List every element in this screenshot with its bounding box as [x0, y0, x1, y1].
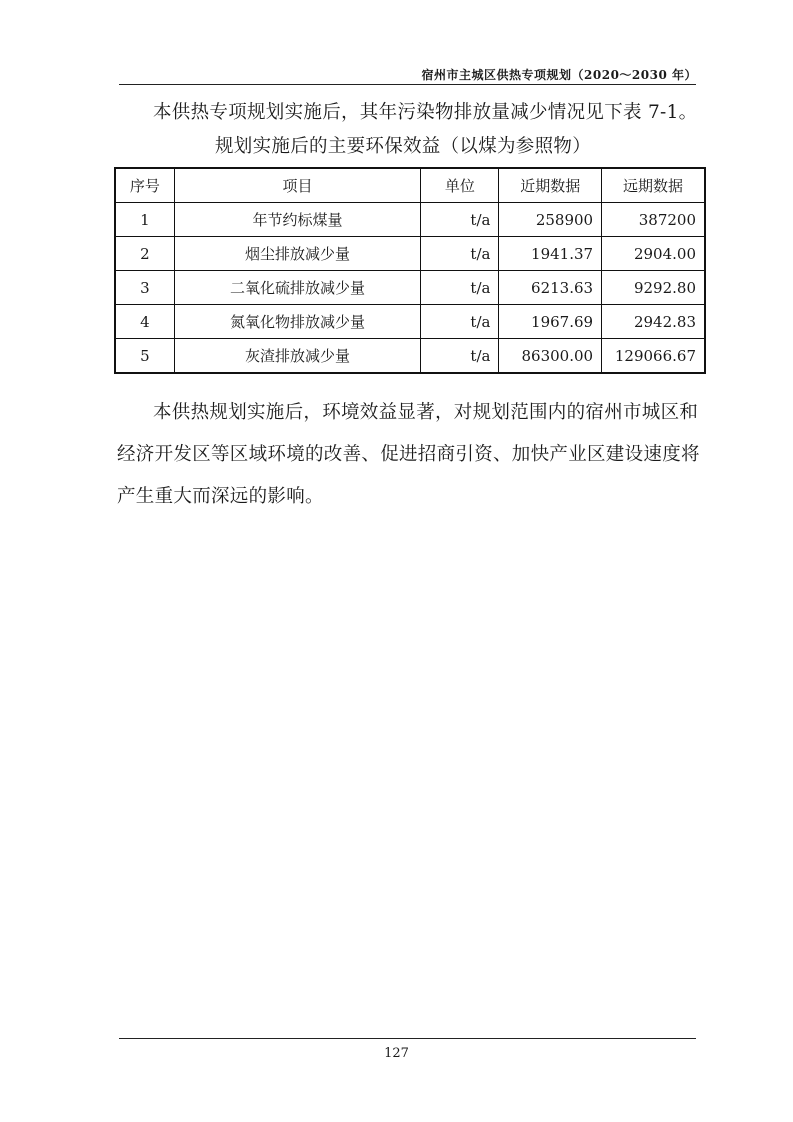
- intro-paragraph: 本供热专项规划实施后，其年污染物排放量减少情况见下表 7-1。: [153, 102, 698, 123]
- row-item: 氮氧化物排放减少量: [174, 305, 421, 339]
- column-header-unit: 单位: [421, 168, 499, 203]
- row-item: 烟尘排放减少量: [174, 237, 421, 271]
- row-number: 4: [115, 305, 174, 339]
- row-near-term-value: 1941.37: [499, 237, 602, 271]
- column-header-no: 序号: [115, 168, 174, 203]
- footer-rule: [119, 1038, 696, 1039]
- table-row: [115, 271, 705, 305]
- table-caption: 规划实施后的主要环保效益（以煤为参照物）: [215, 136, 592, 157]
- row-unit: t/a: [421, 271, 499, 305]
- row-long-term-value: 9292.80: [602, 271, 705, 305]
- column-header-long-term: 远期数据: [602, 168, 705, 203]
- row-number: 1: [115, 203, 174, 237]
- conclusion-line-3: 产生重大而深远的影响。: [117, 486, 324, 507]
- row-near-term-value: 86300.00: [499, 339, 602, 374]
- row-near-term-value: 1967.69: [499, 305, 602, 339]
- row-long-term-value: 2942.83: [602, 305, 705, 339]
- header-rule: [119, 84, 696, 85]
- emission-reduction-table: [114, 167, 706, 374]
- table-header-row: [115, 168, 705, 203]
- row-long-term-value: 2904.00: [602, 237, 705, 271]
- row-unit: t/a: [421, 203, 499, 237]
- table-row: [115, 237, 705, 271]
- row-near-term-value: 258900: [499, 203, 602, 237]
- table-row: [115, 305, 705, 339]
- table-row: [115, 339, 705, 374]
- row-item: 二氧化硫排放减少量: [174, 271, 421, 305]
- row-near-term-value: 6213.63: [499, 271, 602, 305]
- row-number: 5: [115, 339, 174, 374]
- row-item: 年节约标煤量: [174, 203, 421, 237]
- column-header-item: 项目: [174, 168, 421, 203]
- conclusion-line-2: 经济开发区等区域环境的改善、促进招商引资、加快产业区建设速度将: [117, 444, 700, 465]
- row-unit: t/a: [421, 237, 499, 271]
- table-row: [115, 203, 705, 237]
- row-long-term-value: 387200: [602, 203, 705, 237]
- conclusion-line-1: 本供热规划实施后，环境效益显著，对规划范围内的宿州市城区和: [153, 402, 699, 423]
- row-number: 2: [115, 237, 174, 271]
- row-number: 3: [115, 271, 174, 305]
- row-long-term-value: 129066.67: [602, 339, 705, 374]
- row-unit: t/a: [421, 339, 499, 374]
- row-unit: t/a: [421, 305, 499, 339]
- row-item: 灰渣排放减少量: [174, 339, 421, 374]
- page-number: 127: [384, 1046, 409, 1061]
- running-header: 宿州市主城区供热专项规划（2020～2030 年）: [421, 68, 697, 82]
- column-header-near-term: 近期数据: [499, 168, 602, 203]
